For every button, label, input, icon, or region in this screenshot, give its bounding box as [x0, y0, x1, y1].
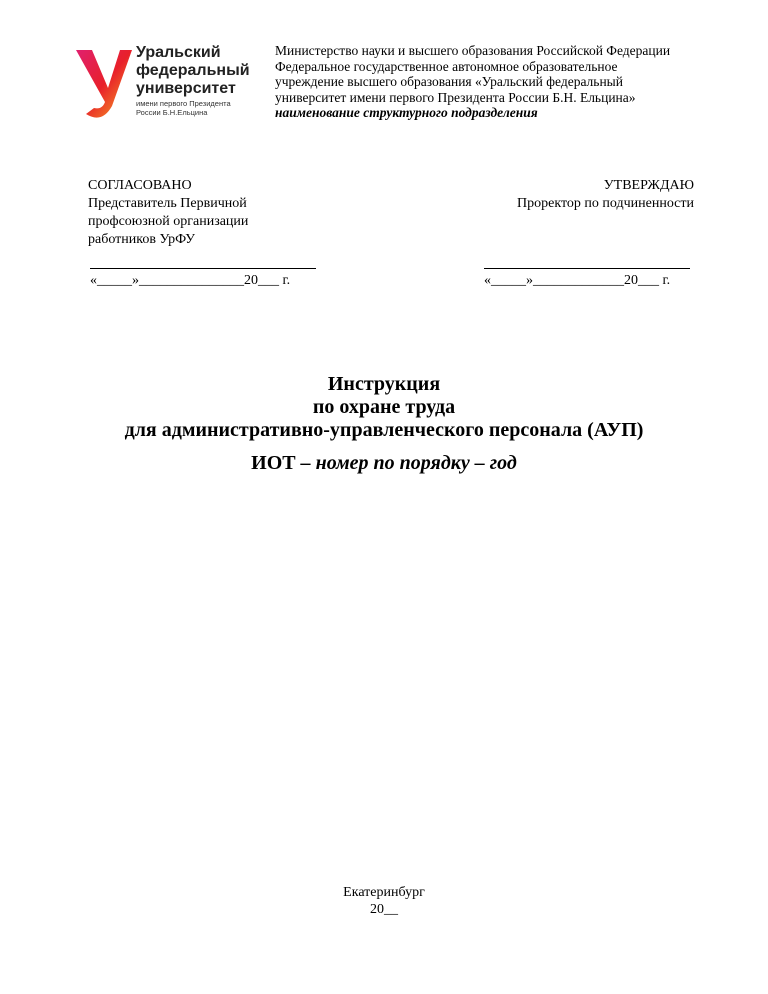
- agreed-block: [88, 177, 248, 249]
- logo-sub-line: имени первого Президента: [136, 99, 231, 108]
- iot-prefix: ИОТ: [251, 452, 296, 474]
- logo-name-line: Уральский: [136, 44, 221, 61]
- title-line: по охране труда: [312, 396, 456, 418]
- ministry-line: Министерство науки и высшего образования Российской Федерации: [275, 43, 671, 58]
- ministry-header: [275, 43, 715, 121]
- ministry-line: Федеральное государственное автономное образовательное: [275, 58, 618, 74]
- title-line: Инструкция: [327, 373, 441, 395]
- agreed-line: профсоюзной организации: [88, 214, 249, 229]
- document-title: [0, 373, 768, 442]
- subdivision-name: наименование структурного подразделения: [275, 105, 538, 121]
- approve-heading: УТВЕРЖДАЮ: [603, 178, 694, 193]
- urfu-emblem-icon: [72, 44, 136, 122]
- approve-signature-line: [484, 268, 690, 269]
- logo-university-name: [136, 44, 250, 98]
- footer-year: 20__: [370, 902, 398, 917]
- logo-name-line: федеральный: [136, 62, 250, 79]
- instruction-number: [0, 452, 768, 475]
- ministry-line: учреждение высшего образования «Уральский федеральный: [275, 74, 623, 90]
- university-logo: [72, 44, 262, 122]
- city-name: Екатеринбург: [343, 885, 425, 900]
- approve-date: «_____»_____________20___ г.: [484, 273, 671, 288]
- approve-line: Проректор по подчиненности: [517, 196, 694, 211]
- agreed-heading: СОГЛАСОВАНО: [88, 178, 192, 193]
- approve-block: [517, 177, 694, 213]
- logo-name-line: университет: [136, 80, 236, 97]
- agreed-signature-line: [90, 268, 316, 269]
- footer: [0, 884, 768, 918]
- title-line: для административно-управленческого персонала (АУП): [124, 419, 644, 441]
- agreed-line: работников УрФУ: [88, 232, 196, 247]
- logo-subtitle: [136, 99, 231, 117]
- agreed-date: «_____»_______________20___ г.: [90, 273, 291, 288]
- iot-suffix: – номер по порядку – год: [295, 452, 517, 474]
- logo-sub-line: России Б.Н.Ельцина: [136, 108, 208, 117]
- ministry-line: университет имени первого Президента России Б.Н. Ельцина»: [275, 89, 636, 105]
- agreed-line: Представитель Первичной: [88, 196, 247, 211]
